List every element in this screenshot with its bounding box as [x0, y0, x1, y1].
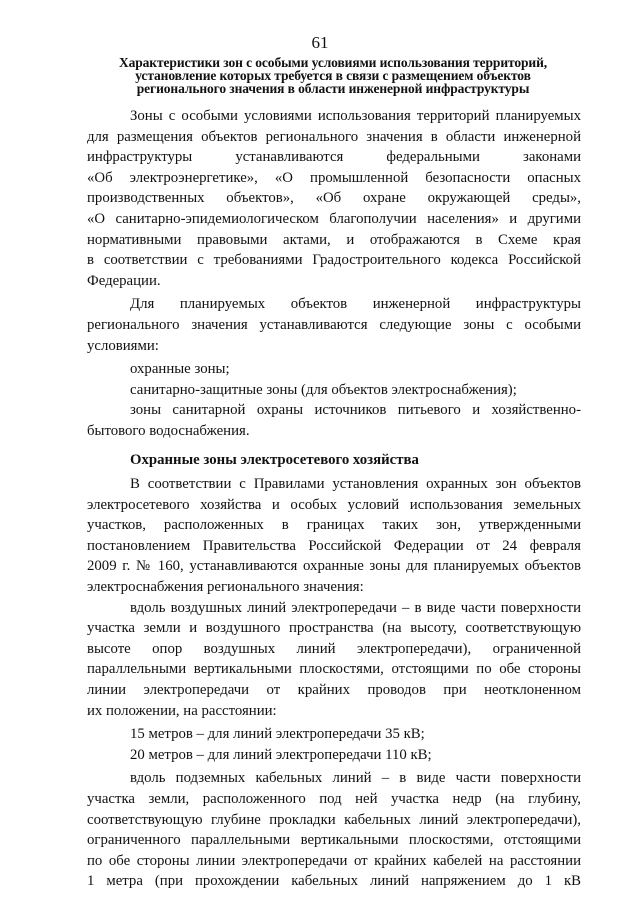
- text-line: условиями:: [87, 337, 159, 354]
- text-line: линии электропередачи от крайних проводов при неотклоненном: [87, 682, 581, 699]
- text-line: по обе стороны линии электропередачи от крайних кабелей на расстоянии: [87, 852, 581, 869]
- text-line: производственных объектов», «Об охране окружающей среды»,: [87, 190, 581, 207]
- text-line: участка земли и воздушного пространства (на высоту, соответствующую: [87, 620, 581, 637]
- paragraph-water-zones: [87, 400, 581, 441]
- section-heading: [86, 56, 580, 95]
- paragraph-underground-cables: [87, 768, 581, 892]
- list-item: 20 метров – для линий электропередачи 110 кВ;: [130, 746, 432, 763]
- distance-list: [87, 724, 581, 765]
- text-line: вдоль подземных кабельных линий – в виде части поверхности: [130, 770, 581, 787]
- text-line: Для планируемых объектов инженерной инфраструктуры: [130, 296, 581, 313]
- text-line: «Об электроэнергетике», «О промышленной безопасности опасных: [87, 169, 581, 186]
- text-line: в соответствии с требованиями Градостроительного кодекса Российской: [87, 252, 581, 269]
- text-line: вдоль воздушных линий электропередачи – в виде части поверхности: [130, 599, 581, 616]
- text-line: регионального значения устанавливаются следующие зоны с особыми: [87, 316, 581, 333]
- text-line: «О санитарно-эпидемиологическом благополучии населения» и другими: [87, 210, 581, 227]
- text-line: соответствующую глубине прокладки кабельных линий электропередачи),: [87, 811, 581, 828]
- text-line: их положении, на расстоянии:: [87, 702, 277, 719]
- paragraph-planned-objects: [87, 294, 581, 356]
- text-line: Зоны с особыми условиями использования территорий планируемых: [130, 108, 581, 124]
- text-line: В соответствии с Правилами установления охранных зон объектов: [130, 476, 581, 493]
- text-line: участков, расположенных в границах таких зон, утвержденными: [87, 517, 581, 534]
- heading-line: установление которых требуется в связи с размещением объектов: [135, 68, 531, 83]
- document-body: [87, 106, 581, 892]
- list-item: санитарно-защитные зоны (для объектов электроснабжения);: [130, 381, 517, 398]
- text-line: 1 метра (при прохождении кабельных линий напряжением до 1 кВ: [87, 873, 581, 890]
- text-line: нормативными правовыми актами, и отображаются в Схеме края: [87, 231, 581, 248]
- page-number: 61: [311, 33, 329, 52]
- paragraph-zones-intro: [87, 106, 581, 291]
- text-line: участка земли, расположенного под ней участка недр (на глубину,: [87, 791, 581, 807]
- text-line: ограниченного параллельными вертикальными плоскостями, отстоящими: [87, 832, 581, 849]
- list-item: 15 метров – для линий электропередачи 35 кВ;: [130, 726, 425, 743]
- heading-line: регионального значения в области инженерной инфраструктуры: [136, 81, 530, 96]
- text-line: Федерации.: [87, 272, 161, 289]
- text-line: зоны санитарной охраны источников питьевого и хозяйственно-: [130, 402, 581, 419]
- text-line: электроснабжения регионального значения:: [87, 579, 364, 596]
- zone-list: [87, 359, 581, 400]
- text-line: электросетевого хозяйства и особых условий использования земельных: [87, 496, 581, 513]
- text-line: инфраструктуры устанавливаются федеральными законами: [87, 149, 581, 166]
- subheading-power-grid-zones: Охранные зоны электросетевого хозяйства: [130, 451, 419, 468]
- text-line: 2009 г. № 160, устанавливаются охранные зоны для планируемых объектов: [87, 558, 581, 575]
- paragraph-overhead-lines: [87, 598, 581, 722]
- text-line: постановлением Правительства Российской Федерации от 24 февраля: [87, 537, 581, 554]
- text-line: бытового водоснабжения.: [87, 422, 250, 439]
- text-line: параллельными вертикальными плоскостями, отстоящими по обе стороны: [87, 661, 581, 678]
- paragraph-rules: [87, 474, 581, 598]
- list-item: охранные зоны;: [130, 361, 230, 378]
- text-line: высоте опор воздушных линий электропередачи), ограниченной: [87, 640, 581, 657]
- text-line: для размещения объектов регионального значения в области инженерной: [87, 128, 581, 145]
- heading-line: Характеристики зон с особыми условиями использования территорий,: [118, 55, 548, 70]
